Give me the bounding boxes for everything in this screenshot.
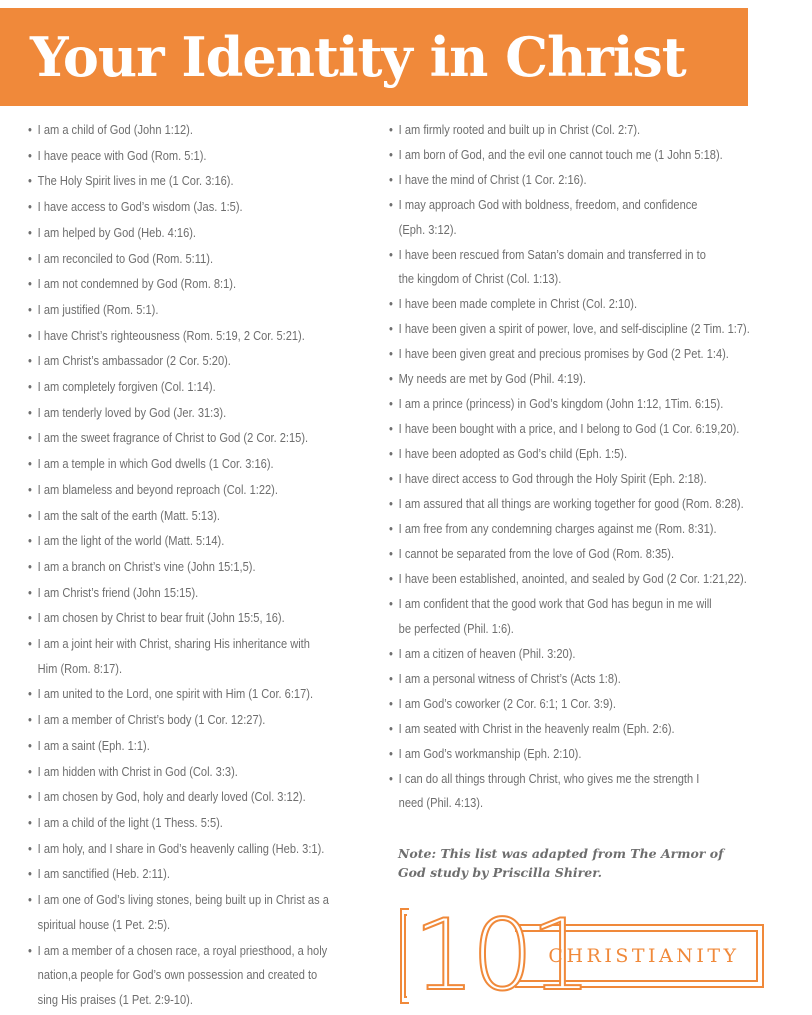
identity-list-left: [28, 118, 380, 1014]
identity-item-line: • I am free from any condemning charges against me (Rom. 8:31).: [398, 522, 717, 536]
identity-item: [389, 342, 812, 367]
identity-item-line: • I am tenderly loved by God (Jer. 31:3).: [37, 405, 227, 420]
identity-item: [28, 504, 388, 529]
identity-item-line: • I am united to the Lord, one spirit with Him (1 Cor. 6:17).: [37, 687, 314, 702]
identity-item: [389, 642, 812, 667]
identity-item-line: • I am not condemned by God (Rom. 8:1).: [37, 277, 237, 292]
identity-item-line: • I am one of God’s living stones, being built up in Christ as a: [37, 893, 329, 908]
title-banner: [0, 8, 748, 106]
identity-item-line: • I am Christ’s ambassador (2 Cor. 5:20).: [37, 354, 231, 369]
identity-item: [28, 195, 388, 220]
identity-item: [28, 426, 388, 451]
identity-item-line: • I have access to God’s wisdom (Jas. 1:5).: [37, 200, 243, 215]
identity-item: [28, 734, 388, 759]
identity-item-line: (Eph. 3:12).: [398, 222, 457, 237]
identity-item-line: • I am God’s coworker (2 Cor. 6:1; 1 Cor. 3:9).: [398, 696, 616, 711]
identity-item-line: • I can do all things through Christ, who gives me the strength I: [398, 771, 700, 786]
identity-item-line: • I have Christ’s righteousness (Rom. 5:19, 2 Cor. 5:21).: [37, 328, 305, 343]
identity-item-line: spiritual house (1 Pet. 2:5).: [37, 917, 171, 932]
identity-item-line: • My needs are met by God (Phil. 4:19).: [398, 372, 586, 386]
identity-item: [28, 811, 388, 836]
identity-item-line: • I am a prince (princess) in God’s kingdom (John 1:12, 1Tim. 6:15).: [398, 397, 724, 411]
identity-item-line: • I cannot be separated from the love of God (Rom. 8:35).: [398, 547, 675, 561]
identity-item-line: sing His praises (1 Pet. 2:9-10).: [37, 992, 193, 1007]
logo-word: CHRISTIANITY: [548, 945, 740, 967]
identity-item: [28, 221, 388, 246]
identity-item: [28, 888, 388, 937]
identity-item-line: • I have been rescued from Satan’s domain and transferred in to: [398, 247, 706, 262]
identity-item: [389, 367, 812, 392]
identity-item-line: • I have been given a spirit of power, love, and self-discipline (2 Tim. 1:7).: [398, 322, 750, 336]
identity-item: [28, 375, 388, 400]
identity-item: [28, 682, 388, 707]
identity-item: [389, 442, 812, 467]
identity-item-line: • I am a child of the light (1 Thess. 5:5).: [37, 815, 223, 830]
identity-item: [389, 692, 812, 717]
identity-item: [28, 529, 388, 554]
identity-item-line: • I am sanctified (Heb. 2:11).: [37, 867, 170, 882]
identity-item-line: • I have been bought with a price, and I belong to God (1 Cor. 6:19,20).: [398, 422, 740, 436]
identity-item-line: • I am a member of a chosen race, a royal priesthood, a holy: [37, 943, 328, 958]
identity-item-line: • I am hidden with Christ in God (Col. 3:3).: [37, 764, 238, 779]
identity-item: [28, 555, 388, 580]
identity-item-line: • I am the light of the world (Matt. 5:14).: [37, 534, 225, 549]
identity-item: [389, 143, 812, 168]
identity-item-line: be perfected (Phil. 1:6).: [398, 621, 514, 636]
identity-item: [389, 492, 812, 517]
identity-item: [28, 401, 388, 426]
identity-item: [389, 542, 812, 567]
identity-item: [389, 767, 812, 816]
identity-item-line: • I have been established, anointed, and sealed by God (2 Cor. 1:21,22).: [398, 572, 747, 586]
identity-item: [28, 118, 388, 143]
identity-item-line: nation,a people for God’s own possession and created to: [37, 968, 318, 983]
identity-item-line: • I am born of God, and the evil one cannot touch me (1 John 5:18).: [398, 148, 723, 162]
identity-item: [389, 193, 812, 242]
identity-item: [389, 168, 812, 193]
identity-item: [28, 862, 388, 887]
identity-item-line: • I am a saint (Eph. 1:1).: [37, 738, 150, 753]
identity-item: [28, 272, 388, 297]
identity-item-line: • I am the salt of the earth (Matt. 5:13).: [37, 508, 221, 523]
identity-item-line: • I have been made complete in Christ (Col. 2:10).: [398, 297, 638, 311]
identity-item-line: • I am a child of God (John 1:12).: [37, 123, 193, 137]
identity-item: [28, 169, 388, 194]
identity-item: [28, 349, 388, 374]
identity-item-line: • I have the mind of Christ (1 Cor. 2:16).: [398, 173, 587, 187]
identity-item: [28, 708, 388, 733]
identity-item-line: • I am assured that all things are working together for good (Rom. 8:28).: [398, 497, 744, 511]
identity-item: [28, 837, 388, 862]
identity-item-line: • I am a temple in which God dwells (1 Cor. 3:16).: [37, 457, 274, 472]
identity-item: [389, 292, 812, 317]
identity-item-line: Him (Rom. 8:17).: [37, 661, 123, 676]
identity-item: [389, 467, 812, 492]
identity-item: [389, 517, 812, 542]
page-title: Your Identity in Christ: [30, 25, 686, 89]
identity-item-line: the kingdom of Christ (Col. 1:13).: [398, 272, 562, 286]
identity-item: [28, 452, 388, 477]
identity-item: [389, 317, 812, 342]
source-note: [398, 844, 778, 882]
identity-item-line: • I am helped by God (Heb. 4:16).: [37, 225, 197, 240]
identity-item-line: • I am a joint heir with Christ, sharing His inheritance with: [37, 637, 310, 652]
identity-item: [28, 606, 388, 631]
identity-item-line: • I am completely forgiven (Col. 1:14).: [37, 380, 216, 395]
identity-item-line: • I have been given great and precious promises by God (2 Pet. 1:4).: [398, 347, 729, 361]
identity-list-right: [389, 118, 807, 816]
identity-item: [28, 785, 388, 810]
identity-item-line: • I am firmly rooted and built up in Christ (Col. 2:7).: [398, 123, 641, 137]
identity-item: [389, 243, 812, 292]
identity-item-line: • I am blameless and beyond reproach (Col. 1:22).: [37, 482, 278, 497]
identity-item-line: • I am justified (Rom. 5:1).: [37, 302, 159, 317]
identity-item: [28, 478, 388, 503]
identity-item: [389, 417, 812, 442]
identity-item: [389, 717, 812, 742]
identity-item-line: • I am seated with Christ in the heavenly realm (Eph. 2:6).: [398, 721, 675, 736]
identity-item: [28, 247, 388, 272]
identity-item: [28, 144, 388, 169]
identity-item-line: • I am holy, and I share in God’s heavenly calling (Heb. 3:1).: [37, 841, 325, 856]
identity-item: [28, 581, 388, 606]
identity-item-line: • I am a branch on Christ’s vine (John 15:1,5).: [37, 559, 256, 574]
identity-item: [389, 392, 812, 417]
identity-item-line: • The Holy Spirit lives in me (1 Cor. 3:16).: [37, 174, 234, 189]
identity-item-line: • I am a personal witness of Christ’s (Acts 1:8).: [398, 671, 621, 686]
identity-item: [28, 298, 388, 323]
identity-item-line: • I am reconciled to God (Rom. 5:11).: [37, 251, 214, 266]
identity-item-line: • I am chosen by God, holy and dearly loved (Col. 3:12).: [37, 790, 306, 805]
identity-item-line: • I may approach God with boldness, freedom, and confidence: [398, 198, 698, 212]
source-note-line-2: God study by Priscilla Shirer.: [398, 865, 602, 880]
identity-item-line: • I am God’s workmanship (Eph. 2:10).: [398, 746, 582, 761]
identity-item-line: • I am a citizen of heaven (Phil. 3:20).: [398, 646, 576, 661]
identity-item: [28, 760, 388, 785]
identity-item-line: • I have direct access to God through the Holy Spirit (Eph. 2:18).: [398, 472, 707, 486]
identity-item: [389, 592, 812, 641]
identity-item: [389, 667, 812, 692]
identity-item: [28, 324, 388, 349]
identity-item-line: • I am chosen by Christ to bear fruit (John 15:5, 16).: [37, 611, 285, 626]
identity-item-line: • I have been adopted as God’s child (Eph. 1:5).: [398, 447, 628, 461]
logo-number: 101: [413, 899, 589, 1013]
identity-item-line: • I have peace with God (Rom. 5:1).: [37, 148, 207, 163]
identity-item: [28, 632, 388, 681]
identity-item: [389, 742, 812, 767]
identity-item-line: • I am Christ’s friend (John 15:15).: [37, 585, 199, 600]
christianity-101-logo: [397, 899, 771, 1013]
identity-item: [28, 939, 388, 1013]
source-note-line-1: Note: This list was adapted from The Armor of: [398, 846, 724, 861]
identity-item: [389, 567, 812, 592]
identity-item-line: • I am confident that the good work that God has begun in me will: [398, 597, 712, 611]
identity-item-line: need (Phil. 4:13).: [398, 796, 484, 810]
identity-item-line: • I am the sweet fragrance of Christ to God (2 Cor. 2:15).: [37, 431, 309, 446]
identity-item: [389, 118, 812, 143]
identity-item-line: • I am a member of Christ’s body (1 Cor. 12:27).: [37, 713, 266, 728]
